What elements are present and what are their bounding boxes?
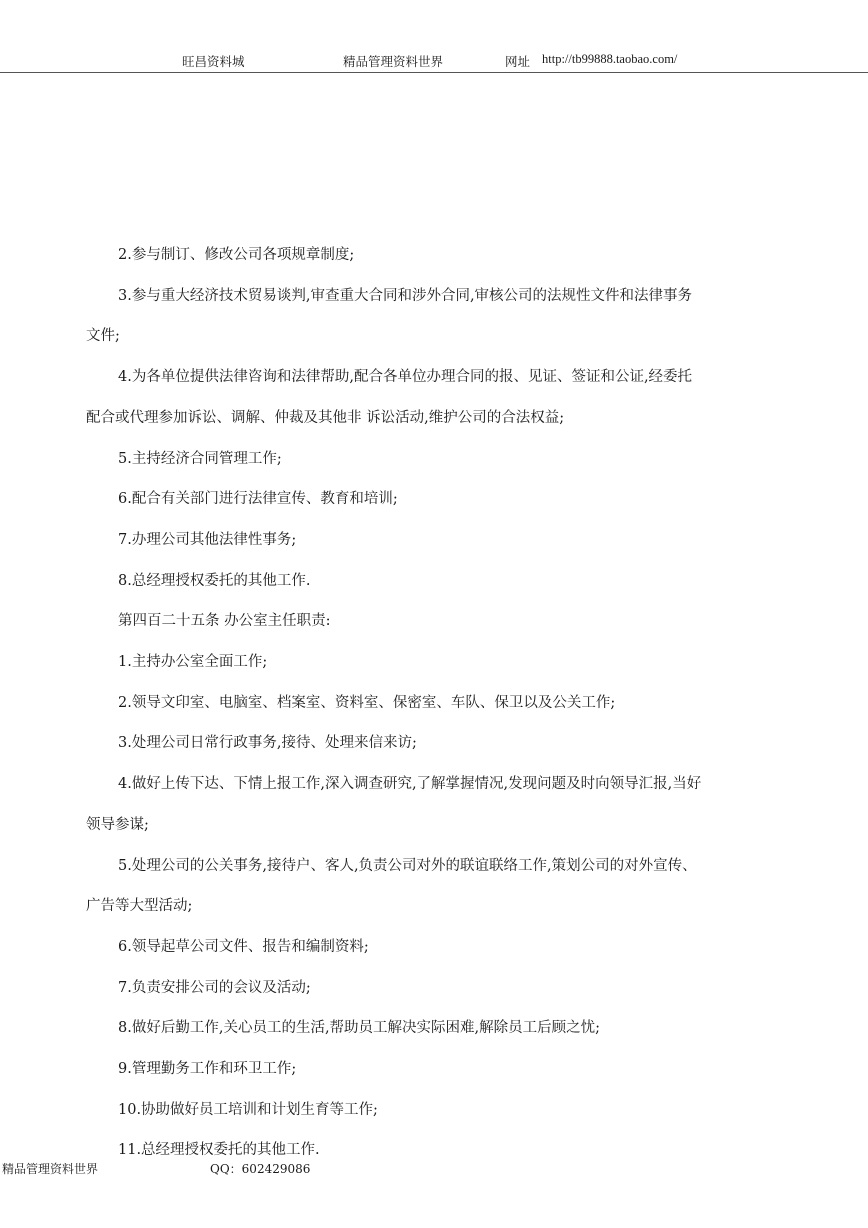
- paragraph-continuation-line: 文件;: [86, 328, 120, 344]
- paragraph-continuation-line: 配合或代理参加诉讼、调解、仲裁及其他非 诉讼活动,维护公司的合法权益;: [86, 410, 565, 426]
- paragraph-line: 2.参与制订、修改公司各项规章制度;: [118, 247, 355, 263]
- paragraph-line: 7.负责安排公司的会议及活动;: [118, 980, 311, 996]
- paragraph-line: 8.做好后勤工作,关心员工的生活,帮助员工解决实际困难,解除员工后顾之忧;: [118, 1020, 601, 1036]
- paragraph-continuation-line: 广告等大型活动;: [86, 898, 193, 914]
- paragraph-line: 10.协助做好员工培训和计划生育等工作;: [118, 1102, 378, 1118]
- header-divider: [0, 72, 868, 73]
- header-url-link[interactable]: http://tb99888.taobao.com/: [542, 52, 678, 66]
- paragraph-line: 3.处理公司日常行政事务,接待、处理来信来访;: [118, 735, 417, 751]
- paragraph-line: 4.做好上传下达、下情上报工作,深入调查研究,了解掌握情况,发现问题及时向领导汇报,当好: [118, 776, 702, 792]
- header-shop-name: 旺昌资料城: [182, 54, 245, 69]
- paragraph-line: 8.总经理授权委托的其他工作.: [118, 573, 311, 589]
- paragraph-line: 7.办理公司其他法律性事务;: [118, 532, 297, 548]
- paragraph-line: 4.为各单位提供法律咨询和法律帮助,配合各单位办理合同的报、见证、签证和公证,经委托: [118, 369, 693, 385]
- paragraph-line: 6.配合有关部门进行法律宣传、教育和培训;: [118, 491, 398, 507]
- paragraph-line: 3.参与重大经济技术贸易谈判,审查重大合同和涉外合同,审核公司的法规性文件和法律事务: [118, 288, 693, 304]
- paragraph-line: 11.总经理授权委托的其他工作.: [118, 1142, 320, 1158]
- header-url-label: 网址: [505, 54, 531, 69]
- footer-slogan: 精品管理资料世界: [2, 1162, 99, 1176]
- paragraph-line: 1.主持办公室全面工作;: [118, 654, 268, 670]
- paragraph-line: 9.管理勤务工作和环卫工作;: [118, 1061, 297, 1077]
- paragraph-line: 6.领导起草公司文件、报告和编制资料;: [118, 939, 369, 955]
- paragraph-line: 5.处理公司的公关事务,接待户、客人,负责公司对外的联谊联络工作,策划公司的对外宣传、: [118, 858, 697, 874]
- paragraph-line: 5.主持经济合同管理工作;: [118, 451, 282, 467]
- paragraph-continuation-line: 领导参谋;: [86, 817, 149, 833]
- paragraph-line: 2.领导文印室、电脑室、档案室、资料室、保密室、车队、保卫以及公关工作;: [118, 695, 616, 711]
- header-slogan: 精品管理资料世界: [343, 54, 444, 69]
- paragraph-line: 第四百二十五条 办公室主任职责:: [118, 613, 331, 629]
- footer-qq: QQ：602429086: [210, 1162, 311, 1176]
